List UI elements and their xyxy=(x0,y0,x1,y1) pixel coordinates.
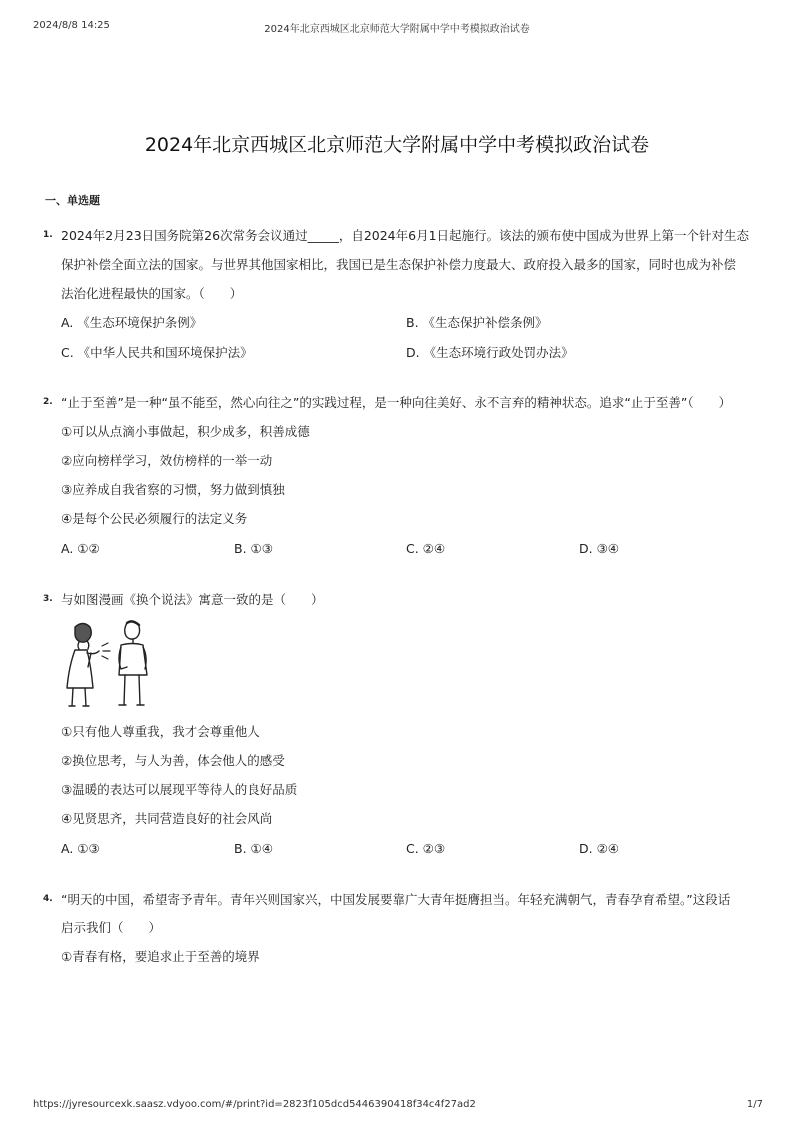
question-number: 1. xyxy=(43,230,53,240)
statement-line: ③温暖的表达可以展现平等待人的良好品质 xyxy=(61,782,298,797)
option-c[interactable]: C. ②③ xyxy=(406,841,446,856)
statement-line: ①青春有格，要追求止于至善的境界 xyxy=(61,949,260,964)
question-number: 3. xyxy=(43,594,53,604)
option-c[interactable]: C. 《中华人民共和国环境保护法》 xyxy=(61,345,253,360)
option-b[interactable]: B. ①④ xyxy=(234,841,273,856)
option-a[interactable]: A. ①③ xyxy=(61,841,100,856)
page-number: 1/7 xyxy=(746,1099,763,1110)
option-c[interactable]: C. ②④ xyxy=(406,541,446,556)
question-text-line: 法治化进程最快的国家。（ ） xyxy=(61,286,243,301)
statement-line: ②换位思考，与人为善，体会他人的感受 xyxy=(61,753,285,768)
print-url: https://jyresourcexk.saasz.vdyoo.com/#/print?id=2823f105dcd5446390418f34c4f27ad2 xyxy=(33,1099,476,1110)
statement-line: ③应养成自我省察的习惯，努力做到慎独 xyxy=(61,482,285,497)
question-number: 2. xyxy=(43,397,53,407)
cartoon-illustration xyxy=(61,617,157,711)
option-d[interactable]: D. ③④ xyxy=(579,541,619,556)
statement-line: ②应向榜样学习，效仿榜样的一举一动 xyxy=(61,453,273,468)
print-doc-title: 2024年北京西城区北京师范大学附属中学中考模拟政治试卷 xyxy=(264,24,530,35)
question-text-line: “止于至善”是一种“虽不能至，然心向往之”的实践过程，是一种向往美好、永不言弃的精神状态。追求“止于至善”（ ） xyxy=(61,395,732,410)
option-b[interactable]: B. 《生态保护补偿条例》 xyxy=(406,315,548,330)
statement-line: ①只有他人尊重我，我才会尊重他人 xyxy=(61,724,260,739)
question-text-line: 启示我们（ ） xyxy=(61,920,162,935)
print-datetime: 2024/8/8 14:25 xyxy=(33,20,110,31)
option-a[interactable]: A. ①② xyxy=(61,541,100,556)
option-d[interactable]: D. 《生态环境行政处罚办法》 xyxy=(406,345,574,360)
statement-line: ④见贤思齐，共同营造良好的社会风尚 xyxy=(61,811,273,826)
page-title: 2024年北京西城区北京师范大学附属中学中考模拟政治试卷 xyxy=(144,134,650,156)
option-a[interactable]: A. 《生态环境保护条例》 xyxy=(61,315,203,330)
question-text-line: 2024年2月23日国务院第26次常务会议通过_____，自2024年6月1日起施行。该法的颁布使中国成为世界上第一个针对生态 xyxy=(61,228,750,243)
option-d[interactable]: D. ②④ xyxy=(579,841,619,856)
statement-line: ①可以从点滴小事做起，积少成多，积善成德 xyxy=(61,424,310,439)
question-text-line: “明天的中国，希望寄予青年。青年兴则国家兴，中国发展要靠广大青年挺膺担当。年轻充满朝气，青春孕育希望。”这段话 xyxy=(61,892,731,907)
question-text-line: 与如图漫画《换个说法》寓意一致的是（ ） xyxy=(61,592,324,607)
option-b[interactable]: B. ①③ xyxy=(234,541,273,556)
question-text-line: 保护补偿全面立法的国家。与世界其他国家相比，我国已是生态保护补偿力度最大、政府投入最多的国家，同时也成为补偿 xyxy=(61,257,737,272)
section-heading: 一、单选题 xyxy=(45,194,100,207)
statement-line: ④是每个公民必须履行的法定义务 xyxy=(61,511,248,526)
question-number: 4. xyxy=(43,894,53,904)
